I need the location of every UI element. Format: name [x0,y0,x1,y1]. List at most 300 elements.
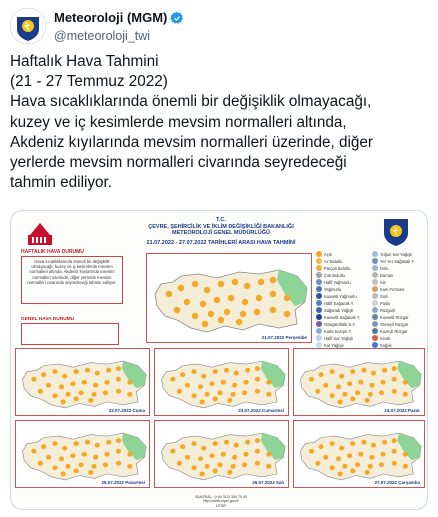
sun-icon [230,392,235,397]
summary-box [21,256,123,304]
sun-icon [78,390,83,395]
sun-icon [284,311,290,317]
forecast-map-day [293,348,425,416]
sun-icon [242,390,247,395]
sun-icon [41,372,46,377]
legend-weather-icon [316,328,322,334]
sun-icon [358,380,363,385]
legend-weather-icon [316,293,322,299]
tweet-line: (21 - 27 Temmuz 2022) [10,73,168,91]
legend-label: Hafif Sağanak Y. [324,300,355,306]
sun-icon [95,443,100,448]
legend-weather-icon [372,307,378,313]
sun-icon [309,449,314,454]
account-avatar[interactable] [10,8,46,44]
sun-icon [330,465,335,470]
legend-weather-icon [372,251,378,257]
sun-icon [330,393,335,398]
legend-label: Kuvvetli Sağanak Y. [324,314,361,320]
sun-icon [78,462,83,467]
sun-icon [184,299,190,305]
sun-icon [82,452,87,457]
sun-icon [403,464,408,469]
sun-icon [338,471,343,476]
sun-icon [232,279,238,285]
sun-icon [52,441,57,446]
forecast-map-day [154,420,289,488]
sun-icon [185,383,190,388]
legend-label: Hafif Yağmurlu [324,279,351,285]
sun-icon [116,366,121,371]
sun-icon [208,311,214,317]
sun-icon [116,377,121,382]
tweet-line: yerlerde mevsim normalleri civarında seyredeceği [10,154,347,172]
sun-icon [315,461,320,466]
sun-icon [234,371,239,376]
legend-item [316,258,342,264]
sun-icon [227,470,232,475]
sun-icon [350,369,355,374]
map-date-label: 25.07.2022 Pazartesi [101,480,145,485]
sun-icon [59,456,64,461]
forecast-title: 21.07.2022 - 27.07.2022 TARİHLERİ ARASI HAVA TAHMİNİ [146,240,296,246]
sun-icon [258,279,264,285]
sun-icon [88,470,93,475]
sun-icon [236,319,242,325]
sun-icon [270,307,276,313]
sun-icon [59,384,64,389]
sun-icon [201,374,206,379]
legend-item [316,321,356,327]
sun-icon [365,398,370,403]
image-footer [171,495,271,508]
legend-weather-icon [316,265,322,271]
sun-icon [336,456,341,461]
sun-icon [254,309,260,315]
legend-item [372,300,390,306]
sun-icon [270,277,276,283]
sun-icon [368,392,373,397]
map-svg [147,254,313,344]
footer-line: ÜTÜR [216,503,226,508]
legend-weather-icon [316,307,322,313]
legend-label: Güneyli Rüzgar [380,321,409,327]
legend-item [316,328,352,334]
tweet-line: Akdeniz kıyılarında mevsim normalleri üzerinde, diğer [10,133,374,151]
sun-icon [52,465,57,470]
sun-icon [74,369,79,374]
sun-icon [177,389,182,394]
legend-label: Puslu [380,300,391,306]
sun-icon [85,368,90,373]
sun-icon [46,455,51,460]
display-name[interactable]: Meteoroloji (MGM) [54,10,184,25]
sun-icon [379,390,384,395]
sun-icon [323,455,328,460]
sun-icon [74,468,79,473]
legend-item [372,272,393,278]
legend-item [316,279,351,285]
legend-item [372,314,409,320]
sun-icon [255,461,260,466]
sun-icon [243,452,248,457]
legend-label: Sağanak Yağışlı [324,307,354,313]
legend-label: Az Bulutlu [324,258,343,264]
legend-item [372,321,408,327]
tweet-line: Haftalık Hava Tahmini [10,53,159,70]
sun-icon [191,393,196,398]
sun-icon [116,389,121,394]
sun-icon [213,396,218,401]
legend-weather-icon [372,314,378,320]
legend-weather-icon [372,321,378,327]
sun-icon [180,372,185,377]
ministry-line: T.C. [216,217,226,223]
legend-label: Karla Karışık Y. [324,328,352,334]
sun-icon [232,455,237,460]
account-handle[interactable]: @meteoroloji_twi [54,29,151,43]
legend-weather-icon [316,258,322,264]
sun-icon [74,441,79,446]
sun-icon [61,399,66,404]
sun-icon [103,462,108,467]
sun-icon [266,452,271,457]
sun-icon [355,462,360,467]
sun-icon [382,440,387,445]
sun-icon [266,380,271,385]
sun-icon [224,368,229,373]
legend-weather-icon [316,300,322,306]
forecast-map-day [293,420,425,488]
legend-label: Parçalı Bulutlu [324,265,351,271]
sun-icon [38,461,43,466]
sun-icon [403,392,408,397]
sun-icon [127,452,132,457]
map-date-label: 22.07.2022 Cuma [108,408,145,413]
sun-icon [180,444,185,449]
sun-icon [255,438,260,443]
sun-icon [91,392,96,397]
sun-icon [127,464,132,469]
sun-icon [85,440,90,445]
map-svg [155,421,290,489]
forecast-map-day [15,348,150,416]
sun-icon [242,299,248,305]
legend-item [316,272,345,278]
sun-icon [116,438,121,443]
sun-icon [52,393,57,398]
sun-icon [242,462,247,467]
legend-weather-icon [316,279,322,285]
sun-icon [318,372,323,377]
sun-icon [369,383,374,388]
sun-icon [342,464,347,469]
sun-icon [93,383,98,388]
sun-icon [185,455,190,460]
sun-icon [200,471,205,476]
legend-label: Sıcak [380,335,391,341]
legend-item [372,307,395,313]
legend-weather-icon [372,286,378,292]
sun-icon [234,443,239,448]
legend-item [372,335,390,341]
sun-icon [266,464,271,469]
sun-icon [255,449,260,454]
legend-item [372,286,405,292]
sun-icon [204,392,209,397]
tweet-media-image[interactable] [10,210,428,510]
sun-icon [62,374,67,379]
sun-icon [255,389,260,394]
map-date-label: 24.07.2022 Pazar [384,408,420,413]
map-date-label: 26.07.2022 Salı [252,480,284,485]
sun-icon [52,369,57,374]
legend-item [372,328,408,334]
forecast-map-main [146,253,312,343]
sun-icon [270,291,276,297]
sun-icon [371,371,376,376]
sun-icon [350,396,355,401]
ministry-line: ÇEVRE, ŞEHİRCİLİK VE İKLİM DEĞİŞİKLİĞİ BAKANLIĞI [148,223,294,230]
sun-icon [244,283,250,289]
map-date-label: 23.07.2022 Cumartesi [238,408,284,413]
weather-legend [316,251,424,351]
legend-label: Rüzgarlı [380,307,396,313]
legend-weather-icon [316,251,322,257]
legend-item [316,307,353,313]
legend-weather-icon [372,279,378,285]
legend-label: Kar Yağışlı [324,342,344,348]
sun-icon [192,313,198,319]
sun-icon [70,453,75,458]
sun-icon [166,291,172,297]
sun-icon [403,380,408,385]
legend-label: Çok Bulutlu [324,272,345,278]
legend-label: Yağmurlu [324,286,342,292]
legend-weather-icon [316,335,322,341]
sun-icon [213,468,218,473]
sun-icon [347,453,352,458]
sun-icon [338,399,343,404]
map-svg [16,349,151,417]
sun-icon [192,281,198,287]
sun-icon [382,368,387,373]
sun-icon [245,440,250,445]
sun-icon [104,380,109,385]
sun-icon [202,321,208,327]
sun-icon [330,441,335,446]
sun-icon [204,464,209,469]
legend-item [316,293,357,299]
map-date-label: 27.07.2022 Çarşamba [374,480,420,485]
sun-icon [336,384,341,389]
map-svg [155,349,290,417]
mgm-logo-icon [10,8,46,44]
sun-icon [178,285,184,291]
legend-weather-icon [372,335,378,341]
ministry-title [121,217,321,237]
verified-badge-icon [170,11,184,25]
sun-icon [266,392,271,397]
genel-box [21,323,119,345]
sun-icon [174,307,180,313]
sun-icon [204,287,210,293]
sun-icon [177,461,182,466]
sun-icon [369,455,374,460]
legend-label: Kuzeyli Rüzgar [380,328,408,334]
sun-icon [361,440,366,445]
sun-icon [31,377,36,382]
sun-icon [198,384,203,389]
sun-icon [213,441,218,446]
sun-icon [392,449,397,454]
sun-icon [403,452,408,457]
sun-icon [70,381,75,386]
sun-icon [342,392,347,397]
sun-icon [104,452,109,457]
legend-label: Kuvvetli Rüzgar [380,314,409,320]
sun-icon [330,369,335,374]
sun-icon [350,441,355,446]
sun-icon [218,317,224,323]
tweet-line: Hava sıcaklıklarında önemli bir değişiklik olmayacağı, [10,93,372,111]
sun-icon [201,446,206,451]
sun-icon [217,390,222,395]
sun-icon [38,389,43,394]
legend-weather-icon [316,286,322,292]
sun-icon [256,295,262,301]
forecast-map-day [15,420,150,488]
sun-icon [62,446,67,451]
sun-icon [227,398,232,403]
legend-label: Gökgürültülü S.Y. [324,321,356,327]
sun-icon [361,368,366,373]
legend-label: Sisli [380,293,388,299]
mgm-shield-icon [382,217,410,247]
sun-icon [65,392,70,397]
legend-weather-icon [316,272,322,278]
legend-label: Sis [380,279,386,285]
legend-label: Dolu [380,265,389,271]
map-date-label: 21.07.2022 Perşembe [261,335,307,340]
sun-icon [339,374,344,379]
sun-icon [228,295,234,301]
sun-icon [106,440,111,445]
legend-weather-icon [372,293,378,299]
sun-icon [224,440,229,445]
sun-icon [221,380,226,385]
tweet-header [10,8,428,44]
sun-icon [371,443,376,448]
sun-icon [392,377,397,382]
sun-icon [127,380,132,385]
sun-icon [339,446,344,451]
sun-icon [365,470,370,475]
legend-weather-icon [372,272,378,278]
sun-icon [350,468,355,473]
sun-icon [65,464,70,469]
legend-item [316,335,353,341]
sun-icon [255,377,260,382]
sun-icon [116,449,121,454]
legend-label: Kuvvetli Yağmurlu [324,293,357,299]
sun-icon [284,295,290,301]
legend-label: Hafif Kar Yağışlı [324,335,354,341]
sun-icon [127,392,132,397]
sun-icon [191,441,196,446]
legend-label: Duman [380,272,394,278]
sun-icon [103,390,108,395]
legend-item [316,251,332,257]
sun-icon [368,464,373,469]
sun-icon [213,369,218,374]
sun-icon [240,311,246,317]
sun-icon [170,449,175,454]
tweet-line: tahmin ediliyor. [10,174,113,192]
summary-text: Hava sıcaklıklarında önemli bir değişiklik olmayacağı, kuzey ve iç kesimlerde mevsim normalleri altında, Akdeniz kıyılarında mevsim normalleri üzerinde, diğer yerlerde mevsim normalleri civarında seyredeceği tahmin ediliyor. [27,259,117,285]
sun-icon [46,383,51,388]
tweet-line: kuzey ve iç kesimlerde mevsim normalleri altında, [10,113,347,131]
sun-icon [243,380,248,385]
forecast-map-day [154,348,289,416]
legend-weather-icon [372,328,378,334]
tweet-text [10,52,430,193]
sun-icon [392,438,397,443]
sun-icon [318,444,323,449]
sun-icon [191,369,196,374]
sun-icon [315,389,320,394]
sun-icon [61,471,66,476]
sun-icon [221,452,226,457]
sun-icon [88,398,93,403]
map-svg [16,421,151,489]
sun-icon [82,380,87,385]
sun-icon [93,455,98,460]
sun-icon [209,381,214,386]
legend-item [372,279,386,285]
map-svg [294,349,426,417]
legend-weather-icon [372,265,378,271]
legend-label: Yoğun Kar Yağışlı [380,251,413,257]
sun-icon [392,389,397,394]
sun-icon [41,444,46,449]
sun-icon [323,383,328,388]
legend-weather-icon [372,258,378,264]
footer-line: SANTRAL : (+90 312) 359 75 45 [195,495,247,499]
legend-item [372,293,388,299]
legend-item [316,300,354,306]
ministry-line: METEOROLOJİ GENEL MÜDÜRLÜĞÜ [172,230,270,236]
sun-icon [95,371,100,376]
sun-icon [232,383,237,388]
sun-icon [255,366,260,371]
legend-label: Soğuk [380,342,392,348]
sun-icon [91,464,96,469]
sun-icon [116,461,121,466]
sun-icon [218,281,224,287]
legend-item [372,258,415,264]
sun-icon [209,453,214,458]
legend-label: Kum Fırtınası [380,286,405,292]
sun-icon [191,465,196,470]
footer-line: http://www.mgm.gov.tr [203,499,239,504]
sun-icon [347,381,352,386]
sun-icon [381,380,386,385]
sun-icon [245,368,250,373]
sun-icon [198,456,203,461]
legend-weather-icon [372,300,378,306]
sun-icon [31,449,36,454]
